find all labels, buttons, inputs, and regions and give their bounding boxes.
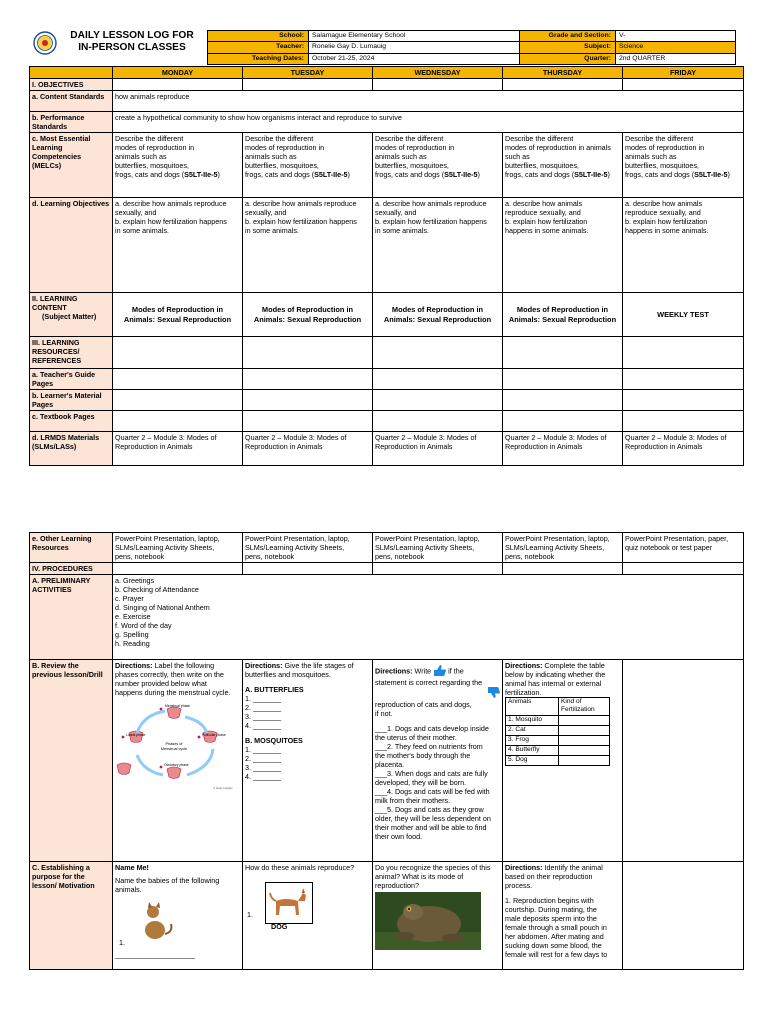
lrmds-friday: Quarter 2 – Module 3: Modes of Reproduction in Animals bbox=[623, 432, 744, 466]
motivation-friday bbox=[623, 862, 744, 970]
topic-thursday: Modes of Reproduction in Animals: Sexual Reproduction bbox=[503, 293, 623, 337]
school-label: School: bbox=[208, 31, 309, 42]
corner-cell bbox=[30, 67, 113, 79]
list-item: f. Word of the day bbox=[115, 621, 172, 630]
lrmds-tuesday: Quarter 2 – Module 3: Modes of Reproduction in Animals bbox=[243, 432, 373, 466]
lrmds-label: d. LRMDS Materials (SLMs/LASs) bbox=[30, 432, 113, 466]
topic-tuesday: Modes of Reproduction in Animals: Sexual Reproduction bbox=[243, 293, 373, 337]
weekly-test: WEEKLY TEST bbox=[623, 293, 744, 337]
review-wednesday: Directions: Write if the statement is correct regarding the reproduction of cats and dogs, if not. ___1. Dogs and cats develop inside the uterus of their mother. ___2. They feed on nutrients from the mother's body through the placenta. ___3. When dogs and cats are fully developed, they will be born. ___4. Dogs and cats will be fed with milk from their mothers. ___5. Dogs and cats as they grow older, they will be less dependent on their mother and will be able to find their own food. bbox=[373, 660, 503, 862]
quarter-value: 2nd QUARTER bbox=[616, 53, 736, 64]
lo-friday: a. describe how animals reproduce sexually, and b. explain how fertilization happens in some animals. bbox=[623, 198, 744, 293]
other-thursday: PowerPoint Presentation, laptop, SLMs/Learning Activity Sheets, pens, notebook bbox=[503, 533, 623, 563]
mosquitoes-heading: B. MOSQUITOES bbox=[245, 736, 303, 745]
grade-value: V- bbox=[616, 31, 736, 42]
day-friday: FRIDAY bbox=[623, 67, 744, 79]
lrmds-wednesday: Quarter 2 – Module 3: Modes of Reproduction in Animals bbox=[373, 432, 503, 466]
review-monday: Directions: Label the following phases correctly, then write on the number provided below what happens during the menstrual cycle. Menstrual phase Luteal phase Follicular phase Ovulatory phase Phases of Menstrual cycle © Getty Images bbox=[113, 660, 243, 862]
school-value: Salamague Elementary School bbox=[309, 31, 520, 42]
other-tuesday: PowerPoint Presentation, laptop, SLMs/Learning Activity Sheets, pens, notebook bbox=[243, 533, 373, 563]
subject-value: Science bbox=[616, 42, 736, 53]
list-item: b. Checking of Attendance bbox=[115, 585, 199, 594]
list-item: a. Greetings bbox=[115, 576, 155, 585]
content-standards-text: how animals reproduce bbox=[113, 91, 744, 112]
other-friday: PowerPoint Presentation, paper, quiz notebook or test paper bbox=[623, 533, 744, 563]
melc-friday: Describe the different modes of reproduction in animals such as butterflies, mosquitoes, frogs, cats and dogs (S5LT-IIe-5) bbox=[623, 133, 744, 198]
phase-dot bbox=[198, 736, 201, 739]
image-credit: © Getty Images bbox=[213, 786, 233, 790]
dates-label: Teaching Dates: bbox=[208, 53, 309, 64]
learning-objectives-label: d. Learning Objectives bbox=[30, 198, 113, 293]
phase-label: Luteal phase bbox=[126, 733, 146, 737]
day-thursday: THURSDAY bbox=[503, 67, 623, 79]
cycle-center-label: Phases of bbox=[165, 742, 183, 746]
dog-image-frame bbox=[265, 882, 313, 924]
fertilization-table bbox=[505, 697, 610, 766]
melc-tuesday: Describe the different modes of reproduction in animals such as butterflies, mosquitoes, frogs, cats and dogs (S5LT-IIe-5) bbox=[243, 133, 373, 198]
topic-wednesday: Modes of Reproduction in Animals: Sexual Reproduction bbox=[373, 293, 503, 337]
lo-thursday: a. describe how animals reproduce sexually, and b. explain how fertilization happens in some animals. bbox=[503, 198, 623, 293]
motivation-wednesday: Do you recognize the species of this animal? What is its mode of reproduction? bbox=[373, 862, 503, 970]
textbook-pages-label: c. Textbook Pages bbox=[30, 411, 113, 432]
dog-caption: DOG bbox=[271, 922, 288, 931]
topic-monday: Modes of Reproduction in Animals: Sexual Reproduction bbox=[113, 293, 243, 337]
performance-standards-text: create a hypothetical community to show how organisms interact and reproduce to survive bbox=[113, 112, 744, 133]
lesson-table-page1 bbox=[29, 66, 744, 466]
motivation-label: C. Establishing a purpose for the lesson/ Motivation bbox=[30, 862, 113, 970]
lo-tuesday: a. describe how animals reproduce sexually, and b. explain how fertilization happens in some animals. bbox=[243, 198, 373, 293]
teachers-guide-label: a. Teacher's Guide Pages bbox=[30, 369, 113, 390]
phase-dot bbox=[160, 766, 163, 769]
melc-label: c. Most Essential Learning Competencies (MELCs) bbox=[30, 133, 113, 198]
content-standards-label: a. Content Standards bbox=[30, 91, 113, 112]
day-wednesday: WEDNESDAY bbox=[373, 67, 503, 79]
learning-content-label: II. LEARNING CONTENT (Subject Matter) bbox=[30, 293, 113, 337]
table-row: 2. Cat bbox=[506, 726, 559, 736]
cat-image bbox=[135, 898, 175, 942]
dates-value: October 21-25, 2024 bbox=[309, 53, 520, 64]
thumbs-up-icon bbox=[433, 665, 446, 678]
review-label: B. Review the previous lesson/Drill bbox=[30, 660, 113, 862]
objectives-heading: I. OBJECTIVES bbox=[30, 79, 113, 91]
phase-dot bbox=[160, 708, 163, 711]
phase-label: Menstrual phase bbox=[165, 704, 191, 708]
learners-material-label: b. Learner's Material Pages bbox=[30, 390, 113, 411]
table-row: 3. Frog bbox=[506, 736, 559, 746]
list-item: g. Spelling bbox=[115, 630, 149, 639]
log-title bbox=[62, 30, 202, 54]
procedures-heading: IV. PROCEDURES bbox=[30, 563, 113, 575]
toad-image bbox=[375, 892, 481, 950]
header-info-table bbox=[207, 30, 736, 65]
melc-thursday: Describe the different modes of reproduction in animals such as butterflies, mosquitoes, frogs, cats and dogs (S5LT-IIe-5) bbox=[503, 133, 623, 198]
list-item: d. Singing of National Anthem bbox=[115, 603, 210, 612]
review-thursday: Directions: Complete the table below by indicating whether the animal has internal or external fertilization. Animals Kind of Fertilization 1. Mosquito 2. Cat 3. Frog 4. Butterfly 5. Dog bbox=[503, 660, 623, 862]
motivation-monday: Name Me! Name the babies of the following animals. 1. ____________________ bbox=[113, 862, 243, 970]
menstrual-cycle-diagram bbox=[115, 703, 233, 799]
lesson-table-page2 bbox=[29, 532, 744, 970]
other-monday: PowerPoint Presentation, laptop, SLMs/Learning Activity Sheets, pens, notebook bbox=[113, 533, 243, 563]
table-row: 5. Dog bbox=[506, 756, 559, 766]
preliminary-label: A. PRELIMINARY ACTIVITIES bbox=[30, 575, 113, 660]
other-resources-label: e. Other Learning Resources bbox=[30, 533, 113, 563]
motivation-thursday: Directions: Identify the animal based on their reproduction process. 1. Reproduction begins with courtship. During mating, the male deposits sperm into the female through a small pouch in her abdomen. After mating and sucking down some blood, the female will rest for a few days to bbox=[503, 862, 623, 970]
teacher-label: Teacher: bbox=[208, 42, 309, 53]
lo-wednesday: a. describe how animals reproduce sexually, and b. explain how fertilization happens in some animals. bbox=[373, 198, 503, 293]
preliminary-list bbox=[113, 575, 744, 660]
motivation-tuesday: How do these animals reproduce? 1. DOG bbox=[243, 862, 373, 970]
resources-heading: III. LEARNING RESOURCES/ REFERENCES bbox=[30, 337, 113, 369]
review-friday bbox=[623, 660, 744, 862]
table-row: 4. Butterfly bbox=[506, 746, 559, 756]
phase-label: Follicular phase bbox=[202, 733, 226, 737]
day-tuesday: TUESDAY bbox=[243, 67, 373, 79]
phase-label: Ovulatory phase bbox=[164, 763, 189, 767]
melc-wednesday: Describe the different modes of reproduction in animals such as butterflies, mosquitoes, frogs, cats and dogs (S5LT-IIe-5) bbox=[373, 133, 503, 198]
lrmds-thursday: Quarter 2 – Module 3: Modes of Reproduction in Animals bbox=[503, 432, 623, 466]
other-wednesday: PowerPoint Presentation, laptop, SLMs/Learning Activity Sheets, pens, notebook bbox=[373, 533, 503, 563]
log-title-line2: IN-PERSON CLASSES bbox=[78, 42, 186, 53]
subject-label: Subject: bbox=[520, 42, 616, 53]
list-item: e. Exercise bbox=[115, 612, 151, 621]
table-header: Kind of Fertilization bbox=[559, 698, 610, 716]
deped-logo bbox=[33, 31, 57, 55]
performance-standards-label: b. Performance Standards bbox=[30, 112, 113, 133]
day-monday: MONDAY bbox=[113, 67, 243, 79]
cycle-center-label: Menstrual cycle bbox=[160, 747, 188, 751]
review-tuesday: Directions: Give the life stages of butterflies and mosquitoes. A. BUTTERFLIES 1. _______ 2. _______ 3. _______ 4. _______ B. MOSQUITOES 1. _______ 2. _______ 3. _______ 4. _______ bbox=[243, 660, 373, 862]
list-item: c. Prayer bbox=[115, 594, 144, 603]
list-item: h. Reading bbox=[115, 639, 150, 648]
log-title-line1: DAILY LESSON LOG FOR bbox=[70, 30, 194, 41]
lo-monday: a. describe how animals reproduce sexually, and b. explain how fertilization happens in some animals. bbox=[113, 198, 243, 293]
melc-monday: Describe the different modes of reproduction in animals such as butterflies, mosquitoes, frogs, cats and dogs (S5LT-IIe-5) bbox=[113, 133, 243, 198]
table-header: Animals bbox=[506, 698, 559, 716]
dog-image bbox=[266, 883, 312, 923]
table-row: 1. Mosquito bbox=[506, 716, 559, 726]
teacher-value: Ronelie Gay D. Lumauig bbox=[309, 42, 520, 53]
phase-dot bbox=[122, 736, 125, 739]
lrmds-monday: Quarter 2 – Module 3: Modes of Reproduction in Animals bbox=[113, 432, 243, 466]
grade-label: Grade and Section: bbox=[520, 31, 616, 42]
thumbs-down-icon bbox=[375, 687, 500, 700]
quarter-label: Quarter: bbox=[520, 53, 616, 64]
butterflies-heading: A. BUTTERFLIES bbox=[245, 685, 304, 694]
